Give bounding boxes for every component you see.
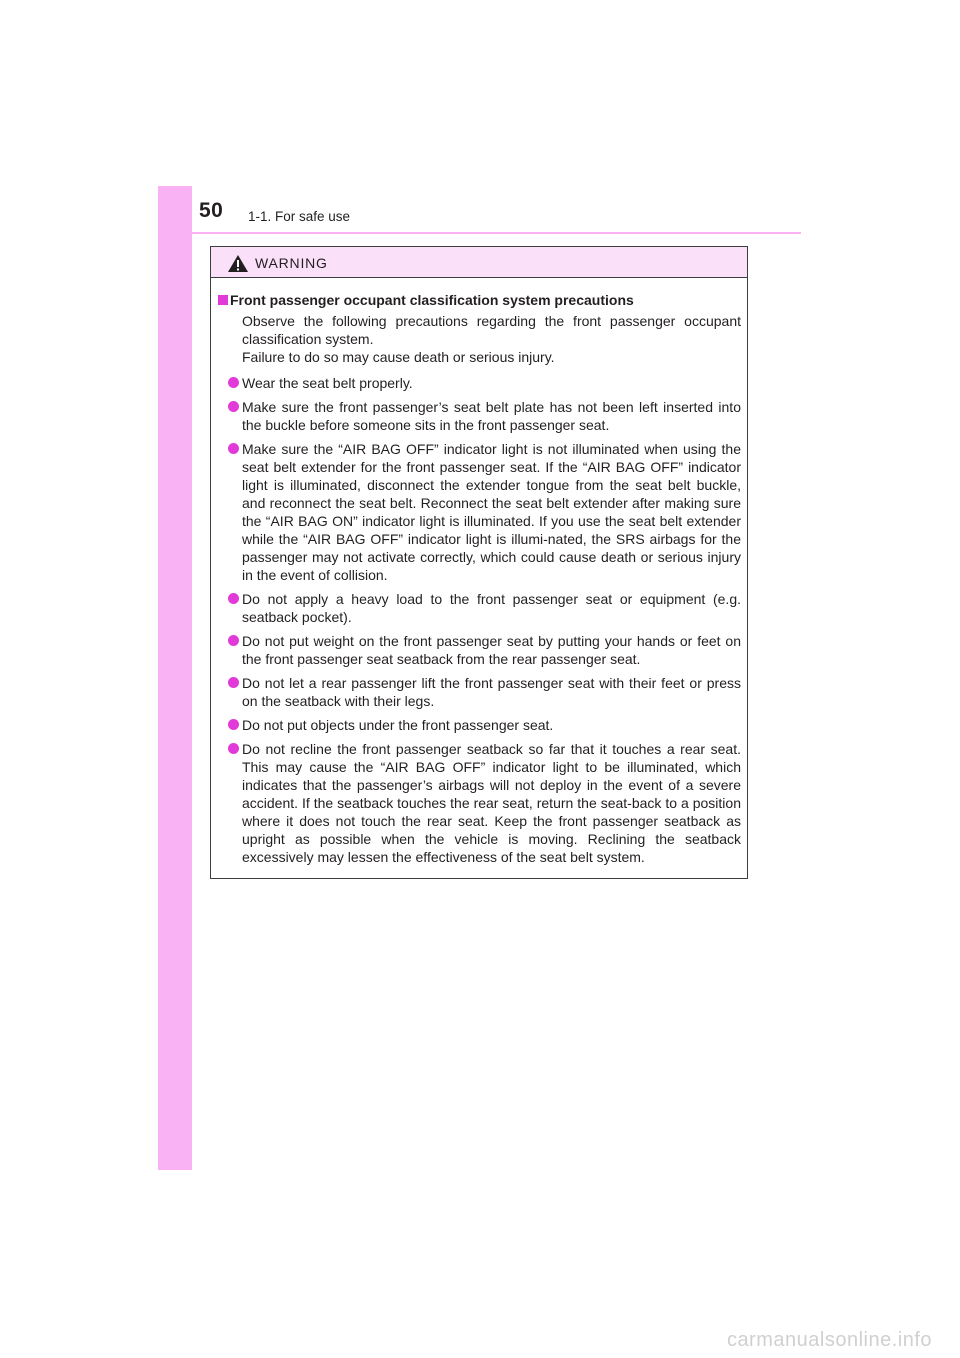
list-item [216,674,742,710]
list-item [216,632,742,668]
list-item-text: Do not let a rear passenger lift the front passenger seat with their feet or press on the seatback with their legs. [242,675,741,709]
list-item [216,740,742,866]
bullet-dot-icon [228,401,239,412]
intro-paragraph: Failure to do so may cause death or serious injury. [242,349,555,365]
list-item-text: Do not recline the front passenger seatback so far that it touches a rear seat. This may cause the “AIR BAG OFF” indicator light to be illuminated, which indicates that the passenger’s airbags will not deploy in the event of a severe accident. If the seatback touches the rear seat, return the seat-back to a position where it does not touch the rear seat. Keep the front passenger seatback as upright as possible when the vehicle is moving. Reclining the seatback excessively may lessen the effectiveness of the seat belt system. [242,741,741,865]
list-item-text: Make sure the front passenger’s seat belt plate has not been left inserted into the buckle before someone sits in the front passenger seat. [242,399,741,433]
warning-header [211,247,747,278]
bullet-dot-icon [228,593,239,604]
chapter-side-tab [158,186,192,1170]
list-item [216,374,742,392]
warning-triangle-icon [227,254,249,273]
list-item [216,716,742,734]
subheading-text: Front passenger occupant classification system precautions [230,292,634,308]
square-bullet-icon [218,295,228,305]
intro-paragraph: Observe the following precautions regarding the front passenger occupant classification system. [242,313,741,347]
bullet-dot-icon [228,719,239,730]
list-item-text: Do not apply a heavy load to the front passenger seat or equipment (e.g. seatback pocket). [242,591,741,625]
bullet-dot-icon [228,635,239,646]
list-item [216,440,742,584]
precaution-list [216,374,742,866]
warning-box [210,246,748,879]
warning-intro [216,312,742,366]
warning-subheading [216,291,742,309]
bullet-dot-icon [228,377,239,388]
site-watermark: carmanualsonline.info [726,1329,932,1351]
header-divider [192,232,801,234]
section-title: 1-1. For safe use [248,209,351,224]
warning-body [211,278,747,866]
bullet-dot-icon [228,677,239,688]
list-item-text: Do not put weight on the front passenger seat by putting your hands or feet on the front passenger seat seatback from the rear passenger seat. [242,633,741,667]
page-number: 50 [199,199,224,222]
list-item [216,590,742,626]
list-item-text: Make sure the “AIR BAG OFF” indicator light is not illuminated when using the seat belt extender for the front passenger seat. If the “AIR BAG OFF” indicator light is illuminated, disconnect the extender tongue from the seat belt buckle, and reconnect the seat belt. Reconnect the seat belt extender after making sure the “AIR BAG ON” indicator light is illuminated. If you use the seat belt extender while the “AIR BAG OFF” indicator light is illumi-nated, the SRS airbags for the passenger may not activate correctly, which could cause death or serious injury in the event of collision. [242,441,741,583]
list-item-text: Do not put objects under the front passenger seat. [242,717,554,733]
bullet-dot-icon [228,743,239,754]
list-item [216,398,742,434]
list-item-text: Wear the seat belt properly. [242,375,413,391]
warning-label: WARNING [255,255,328,271]
bullet-dot-icon [228,443,239,454]
